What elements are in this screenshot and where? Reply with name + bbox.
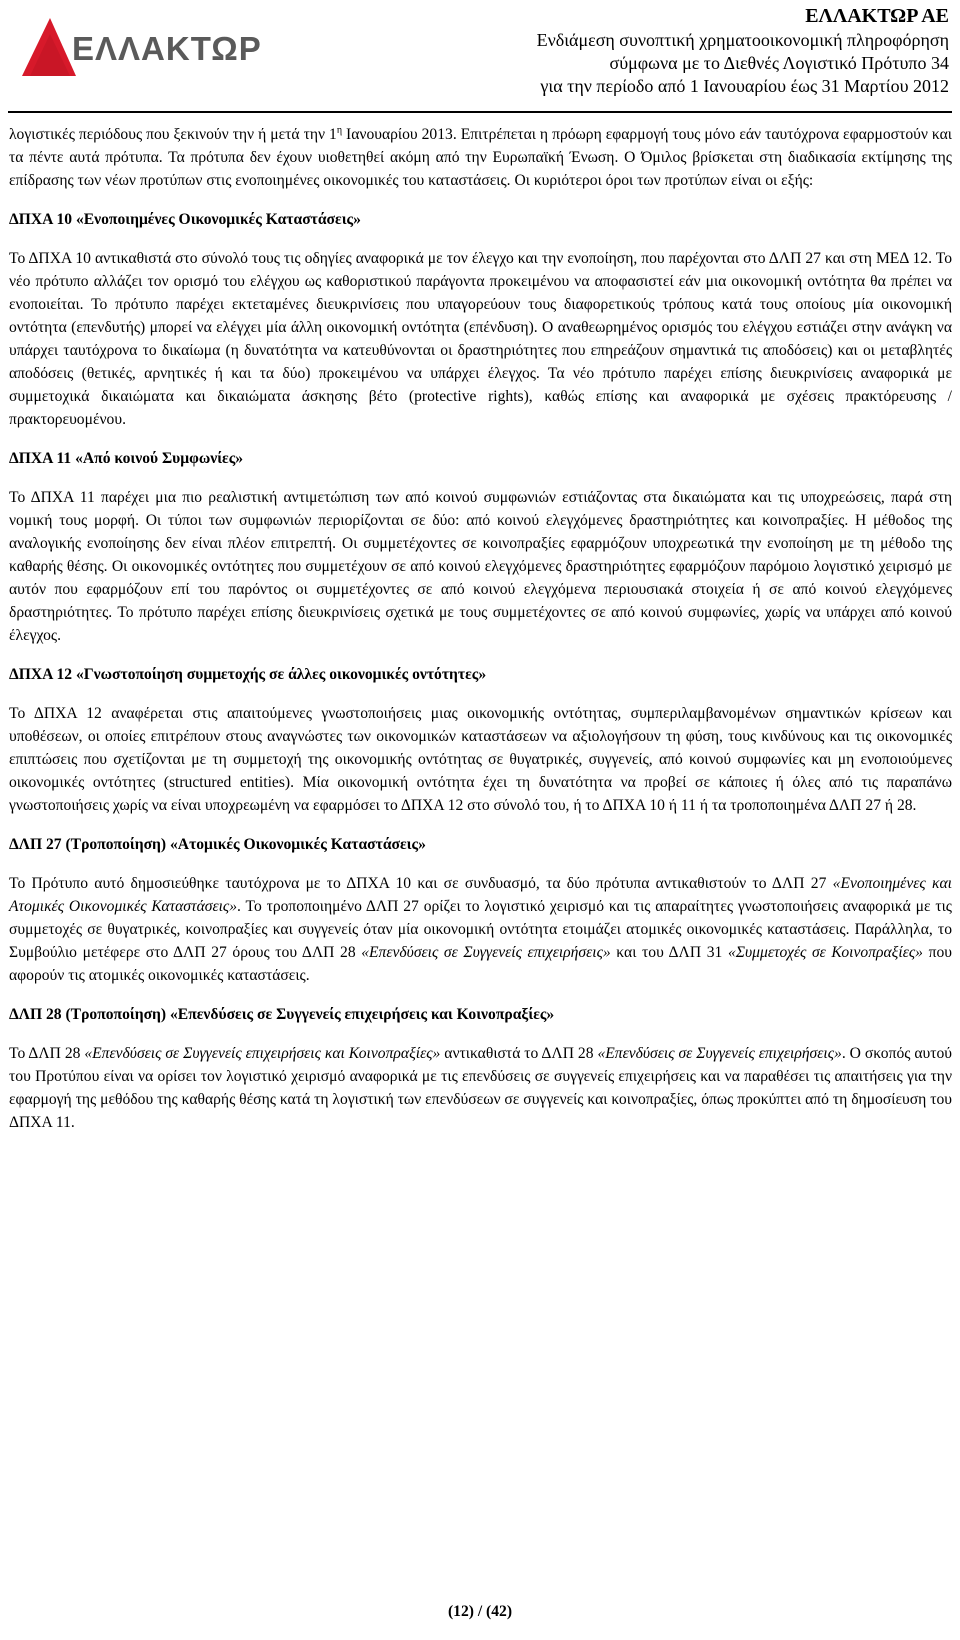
report-period: για την περίοδο από 1 Ιανουαρίου έως 31 Μαρτίου 2012	[540, 76, 949, 96]
intro-text-1: λογιστικές περιόδους που ξεκινούν την ή μετά την 1	[9, 126, 337, 143]
ias28-text-1: Το ΔΛΠ 28	[9, 1045, 85, 1062]
report-title: Ενδιάμεση συνοπτική χρηματοοικονομική πληροφόρηση	[536, 30, 949, 50]
page-header	[0, 0, 960, 112]
section-heading-ifrs12: ΔΠΧΑ 12 «Γνωστοποίηση συμμετοχής σε άλλες οικονομικές οντότητες»	[9, 666, 487, 683]
ias27-text-1: Το Πρότυπο αυτό δημοσιεύθηκε ταυτόχρονα με το ΔΠΧΑ 10 και σε συνδυασμό, τα δύο πρότυπα αντικαθιστούν το ΔΛΠ 27	[9, 875, 833, 892]
section-body-ias27	[9, 872, 952, 987]
ias27-italic-2: «Επενδύσεις σε Συγγενείς επιχειρήσεις»	[361, 944, 611, 961]
ias27-italic-1: «Ενοποιημένες και Ατομικές Οικονομικές Καταστάσεις»	[9, 875, 953, 915]
section-body-ias28	[9, 1042, 952, 1134]
section-body-ifrs11: Το ΔΠΧΑ 11 παρέχει μια πιο ρεαλιστική αντιμετώπιση των από κοινού συμφωνιών εστιάζοντας στα δικαιώματα και τις υποχρεώσεις, παρά στη νομική τους μορφή. Οι τύποι των συμφωνιών περιορίζονται σε δύο: από κοινού ελεγχόμενες δραστηριότητες και κοινοπραξίες. Η μέθοδος της αναλογικής ενοποίησης δεν είναι πλέον επιτρεπτή. Οι συμμετέχοντες σε κοινοπραξίες εφαρμόζουν υποχρεωτικά την ενοποίηση με τη μέθοδο της καθαρής θέσης. Οι οικονομικές οντότητες που συμμετέχουν σε από κοινού ελεγχόμενες δραστηριότητες εφαρμόζουν παρόμοιο λογιστικό χειρισμό με αυτόν που εφαρμόζουν επί του παρόντος οι συμμετέχοντες σε από κοινού ελεγχόμενα περιουσιακά στοιχεία ή σε από κοινού ελεγχόμενες δραστηριότητες. Το πρότυπο παρέχει επίσης διευκρινίσεις σχετικά με τους συμμετέχοντες σε από κοινού συμφωνίες, χωρίς να υπάρχει από κοινού έλεγχος.	[9, 489, 952, 644]
section-heading-ifrs11: ΔΠΧΑ 11 «Από κοινού Συμφωνίες»	[9, 450, 244, 467]
ias28-text-2: αντικαθιστά το ΔΛΠ 28	[440, 1045, 598, 1062]
page-number: (12) / (42)	[447, 1603, 513, 1620]
ias28-italic-2: «Επενδύσεις σε Συγγενείς επιχειρήσεις»	[597, 1045, 842, 1062]
section-heading-ias27: ΔΛΠ 27 (Τροποποίηση) «Ατομικές Οικονομικές Καταστάσεις»	[9, 836, 426, 853]
logo-wordmark: ΕΛΛΑΚΤΩΡ	[72, 30, 262, 67]
company-logo	[22, 14, 277, 84]
intro-superscript: η	[336, 125, 343, 136]
company-name: ΕΛΛΑΚΤΩΡ ΑΕ	[805, 5, 949, 27]
header-info	[537, 3, 949, 98]
report-standard: σύμφωνα με το Διεθνές Λογιστικό Πρότυπο 34	[609, 53, 949, 73]
ias28-text-3: . Ο σκοπός αυτού του Προτύπου είναι να ορίσει τον λογιστικό χειρισμό αναφορικά με τις επενδύσεις σε συγγενείς επιχειρήσεις και να παραθέσει τις απαιτήσεις για την εφαρμογή της μεθόδου της καθαρής θέσης κατά τη λογιστική των επενδύσεων σε συγγενείς και κοινοπραξίες, όπως προκύπτει από τη δημοσίευση του ΔΠΧΑ 11.	[9, 1045, 953, 1131]
ias27-text-4: που αφορούν τις ατομικές οικονομικές καταστάσεις.	[9, 944, 952, 984]
ias28-italic-1: «Επενδύσεις σε Συγγενείς επιχειρήσεις και Κοινοπραξίες»	[84, 1045, 441, 1062]
intro-paragraph	[9, 123, 952, 192]
section-body-ifrs10: Το ΔΠΧΑ 10 αντικαθιστά στο σύνολό τους τις οδηγίες αναφορικά με τον έλεγχο και την ενοποίηση, που παρέχονται στο ΔΛΠ 27 και στη ΜΕΔ 12. Το νέο πρότυπο αλλάζει τον ορισμό του ελέγχου ως καθοριστικού παράγοντα προκειμένου να αποφασιστεί εάν μια οικονομική οντότητα θα πρέπει να ενοποιείται. Το πρότυπο παρέχει εκτεταμένες διευκρινίσεις που υπαγορεύουν τους διαφορετικούς τρόπους κατά τους οποίους μία οικονομική οντότητα (επενδυτής) μπορεί να ελέγχει μία άλλη οικονομική οντότητα (επένδυση). Ο αναθεωρημένος ορισμός του ελέγχου εστιάζει στην ανάγκη να υπάρχει ταυτόχρονα το δικαίωμα (η δυνατότητα να κατευθύνονται οι δραστηριότητες που επηρεάζουν σημαντικά τις αποδόσεις) και οι μεταβλητές αποδόσεις (θετικές, αρνητικές ή και τα δύο) προκειμένου να υπάρχει έλεγχος. Τα νέο πρότυπο παρέχει επίσης διευκρινίσεις αναφορικά με συμμετοχικά δικαιώματα και δικαιώματα άσκησης βέτο (protective rights), καθώς επίσης και αναφορικά με σχέσεις πρακτόρευσης / πρακτορευομένου.	[9, 250, 952, 428]
section-heading-ias28: ΔΛΠ 28 (Τροποποίηση) «Επενδύσεις σε Συγγενείς επιχειρήσεις και Κοινοπραξίες»	[9, 1006, 555, 1023]
section-heading-ifrs10: ΔΠΧΑ 10 «Ενοποιημένες Οικονομικές Καταστάσεις»	[9, 211, 361, 228]
ias27-italic-3: «Συμμετοχές σε Κοινοπραξίες»	[727, 944, 923, 961]
document-body	[9, 123, 952, 1134]
section-body-ifrs12: Το ΔΠΧΑ 12 αναφέρεται στις απαιτούμενες γνωστοποιήσεις μιας οικονομικής οντότητας, συμπεριλαμβανομένων σημαντικών κρίσεων και υποθέσεων, οι οποίες επιτρέπουν στους αναγνώστες των οικονομικών καταστάσεων να αξιολογήσουν τη φύση, τους κινδύνους και τις οικονομικές επιπτώσεις που σχετίζονται με τη συμμετοχή της οικονομικής οντότητας σε θυγατρικές, συγγενείς, από κοινού συμφωνίες και μη ενοποιούμενες οικονομικές οντότητες (structured entities). Μία οικονομική οντότητα έχει τη δυνατότητα να προβεί σε κάποιες ή όλες από τις παραπάνω γνωστοποιήσεις χωρίς να είναι υποχρεωμένη να εφαρμόσει το ΔΠΧΑ 12 στο σύνολό του, ή το ΔΠΧΑ 10 ή 11 ή τα τροποποιημένα ΔΛΠ 27 ή 28.	[9, 705, 952, 814]
header-divider	[8, 111, 952, 113]
ias27-text-3: και του ΔΛΠ 31	[610, 944, 728, 961]
intro-text-2: Ιανουαρίου 2013. Επιτρέπεται η πρόωρη εφαρμογή τους μόνο εάν ταυτόχρονα εφαρμοστούν και τα πέντε αυτά πρότυπα. Τα πρότυπα δεν έχουν υιοθετηθεί ακόμη από την Ευρωπαϊκή Ένωση. Ο Όμιλος βρίσκεται στη διαδικασία εκτίμησης της επίδρασης των νέων προτύπων στις ενοποιημένες οικονομικές του καταστάσεις. Οι κυριότεροι όροι των προτύπων είναι οι εξής:	[9, 126, 952, 189]
ias27-text-2: . Το τροποποιημένο ΔΛΠ 27 ορίζει το λογιστικό χειρισμό και τις απαραίτητες γνωστοποιήσεις αναφορικά με τις συμμετοχές σε θυγατρικές, κοινοπραξίες και συγγενείς όταν μία οικονομική οντότητα ετοιμάζει ατομικές οικονομικές καταστάσεις. Παράλληλα, το Συμβούλιο μετέφερε στο ΔΛΠ 27 όρους του ΔΛΠ 28	[9, 898, 952, 961]
